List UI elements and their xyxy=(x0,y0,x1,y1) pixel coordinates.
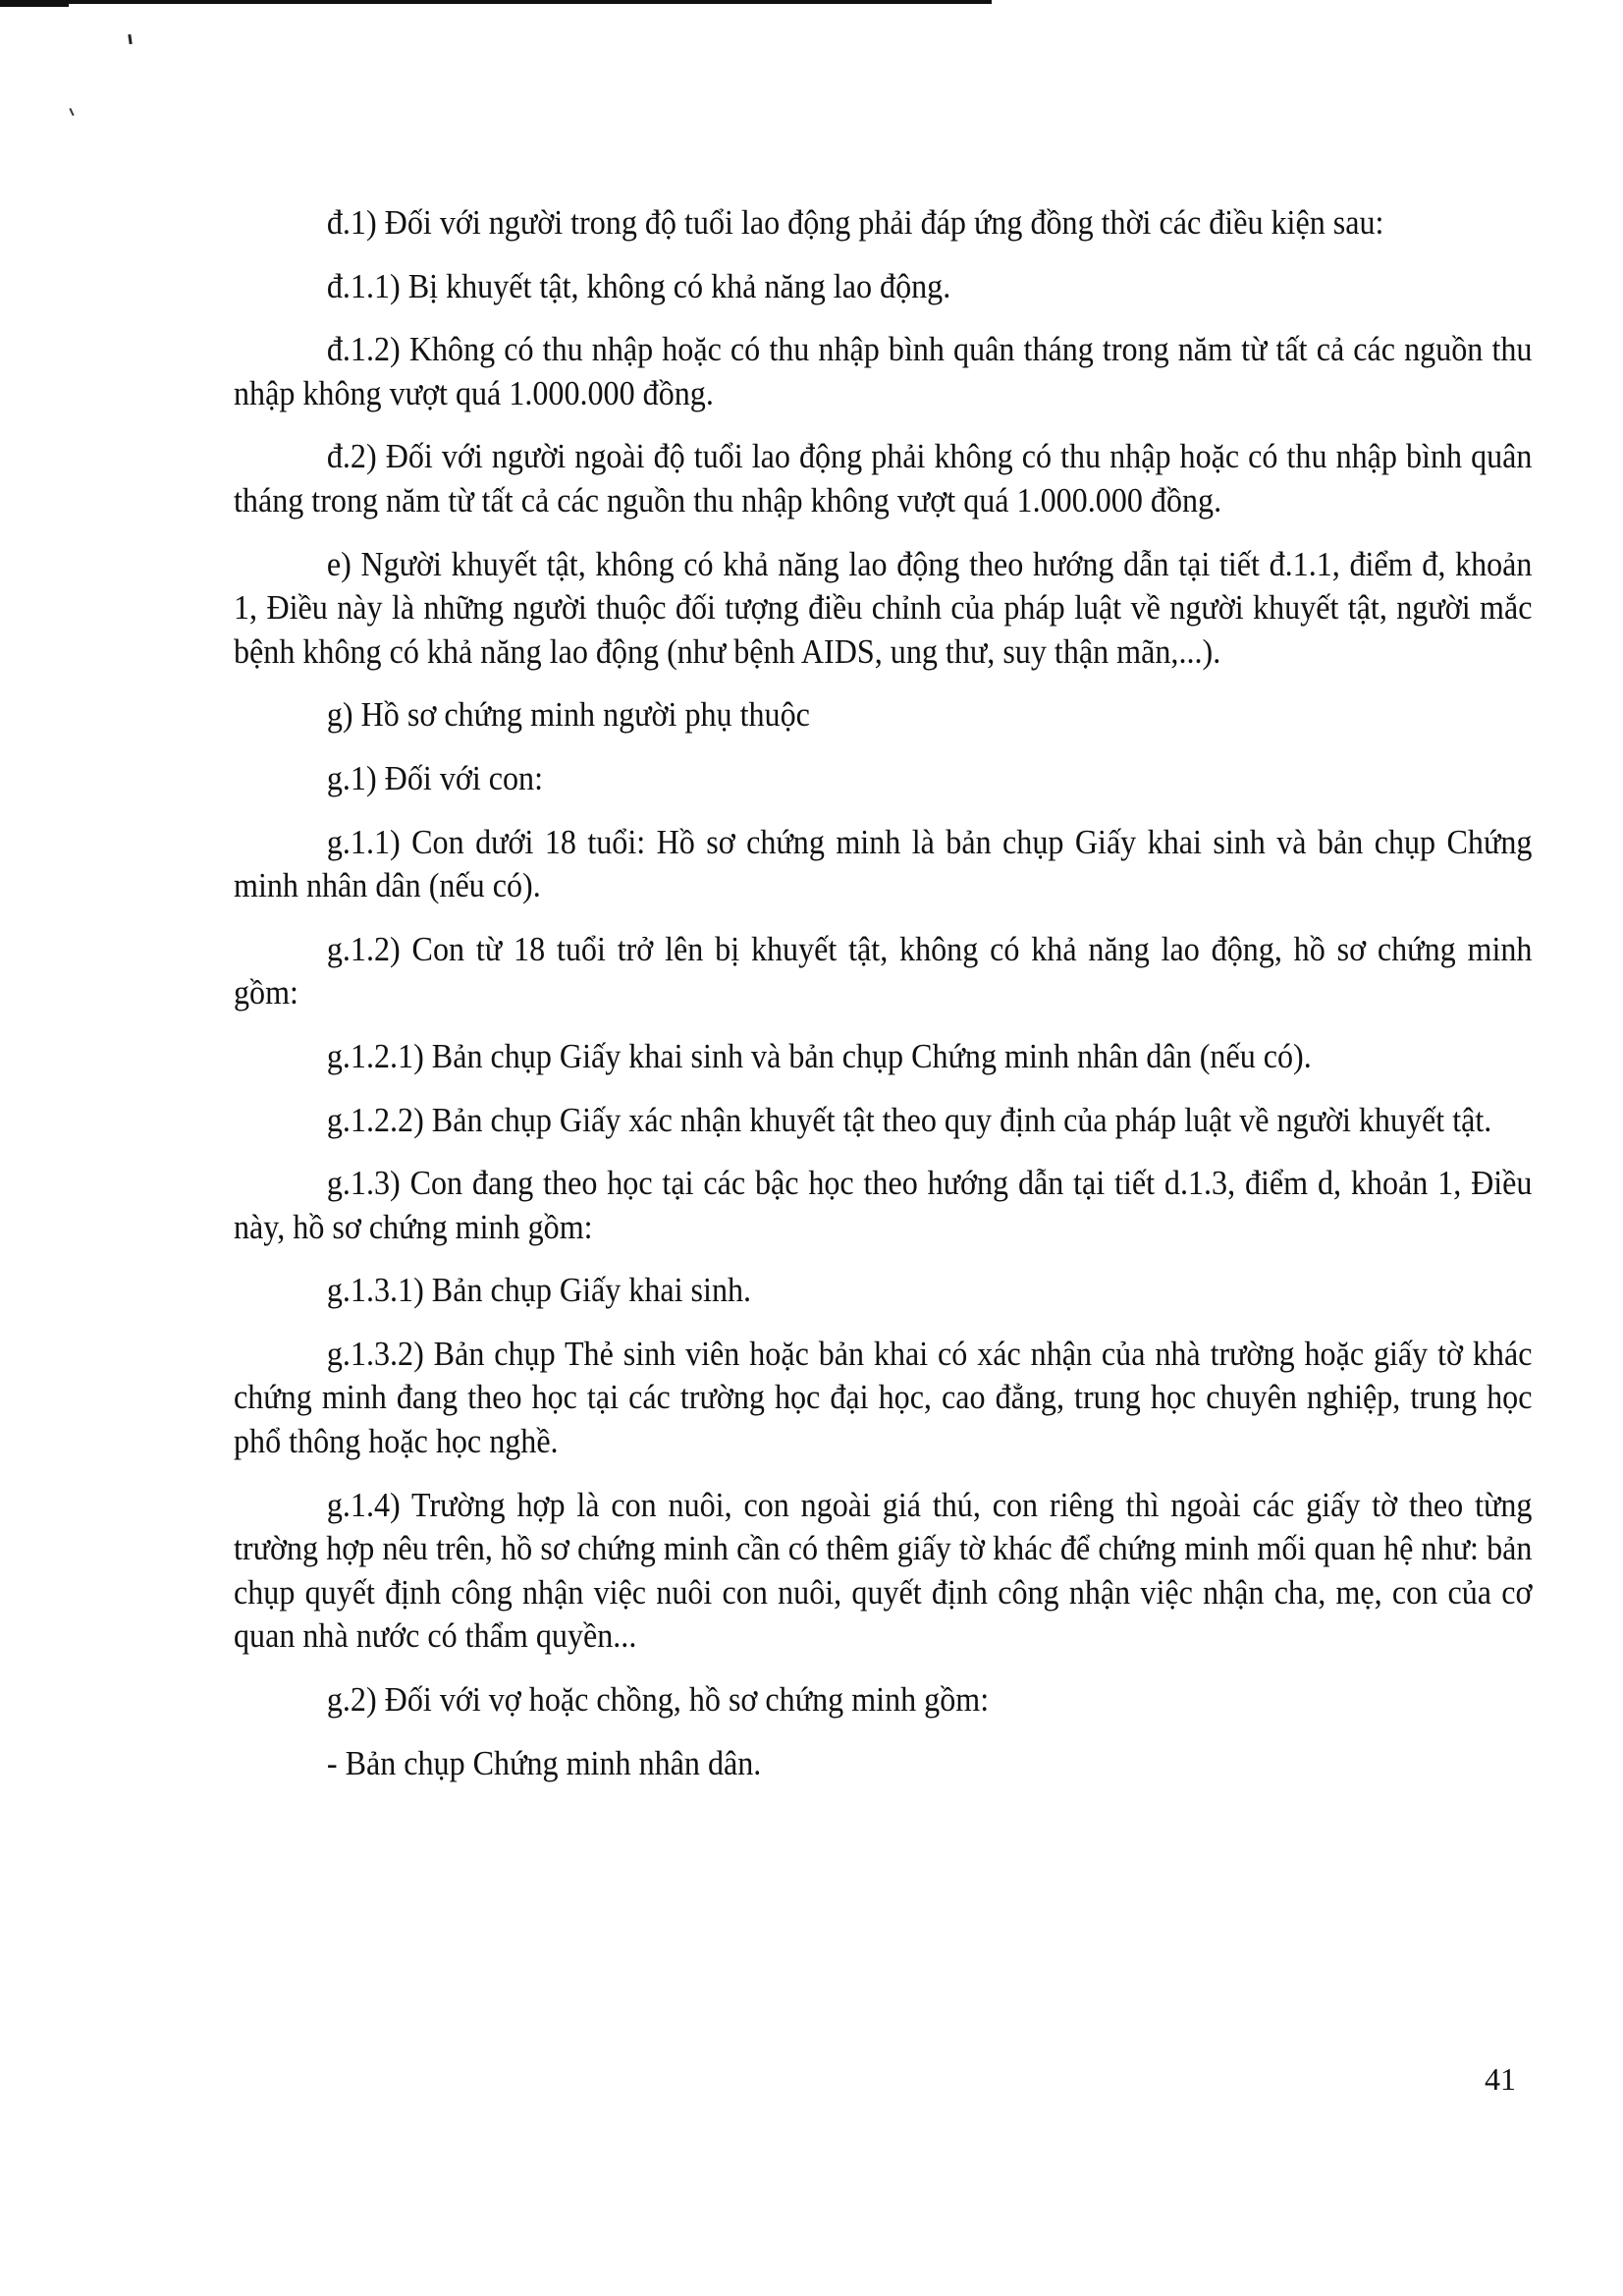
scan-speck xyxy=(69,108,74,116)
paragraph-g1-3: g.1.3) Con đang theo học tại các bậc học theo hướng dẫn tại tiết d.1.3, điểm d, khoản 1, Điều này, hồ sơ chứng minh gồm: xyxy=(234,1165,1533,1246)
paragraph-g: g) Hồ sơ chứng minh người phụ thuộc xyxy=(326,696,810,735)
paragraph-bullet-cmnd: - Bản chụp Chứng minh nhân dân. xyxy=(326,1744,762,1782)
page-number: 41 xyxy=(1485,2061,1516,2097)
scan-speck xyxy=(128,34,132,44)
document-body xyxy=(234,201,1533,1785)
paragraph-e: e) Người khuyết tật, không có khả năng lao động theo hướng dẫn tại tiết đ.1.1, điểm đ, khoản 1, Điều này là những người thuộc đối tượng điều chỉnh của pháp luật về người khuyết tật, người mắc bệnh không có khả năng lao động (như bệnh AIDS, ung thư, suy thận mãn,...). xyxy=(234,545,1533,671)
paragraph-g1-2: g.1.2) Con từ 18 tuổi trở lên bị khuyết tật, không có khả năng lao động, hồ sơ chứng minh gồm: xyxy=(234,930,1533,1012)
paragraph-g1-3-1: g.1.3.1) Bản chụp Giấy khai sinh. xyxy=(326,1272,752,1310)
paragraph-g2: g.2) Đối với vợ hoặc chồng, hồ sơ chứng minh gồm: xyxy=(326,1681,990,1720)
paragraph-d2: đ.2) Đối với người ngoài độ tuổi lao động phải không có thu nhập hoặc có thu nhập bình quân tháng trong năm từ tất cả các nguồn thu nhập không vượt quá 1.000.000 đồng. xyxy=(234,438,1533,519)
paragraph-g1-3-2: g.1.3.2) Bản chụp Thẻ sinh viên hoặc bản khai có xác nhận của nhà trường hoặc giấy tờ khác chứng minh đang theo học tại các trường học đại học, cao đẳng, trung học chuyên nghiệp, trung học phổ thông hoặc học nghề. xyxy=(234,1335,1533,1461)
paragraph-d1-1: đ.1.1) Bị khuyết tật, không có khả năng lao động. xyxy=(326,267,951,305)
paragraph-d1: đ.1) Đối với người trong độ tuổi lao động phải đáp ứng đồng thời các điều kiện sau: xyxy=(326,204,1384,242)
scan-edge-mark xyxy=(0,0,992,4)
paragraph-g1: g.1) Đối với con: xyxy=(326,759,544,797)
paragraph-g1-2-2: g.1.2.2) Bản chụp Giấy xác nhận khuyết tật theo quy định của pháp luật về người khuyết tật. xyxy=(326,1101,1492,1139)
paragraph-d1-2: đ.1.2) Không có thu nhập hoặc có thu nhập bình quân tháng trong năm từ tất cả các nguồn thu nhập không vượt quá 1.000.000 đồng. xyxy=(234,331,1533,412)
paragraph-g1-1: g.1.1) Con dưới 18 tuổi: Hồ sơ chứng minh là bản chụp Giấy khai sinh và bản chụp Chứng minh nhân dân (nếu có). xyxy=(234,823,1533,905)
paragraph-g1-4: g.1.4) Trường hợp là con nuôi, con ngoài giá thú, con riêng thì ngoài các giấy tờ theo từng trường hợp nêu trên, hồ sơ chứng minh cần có thêm giấy tờ khác để chứng minh mối quan hệ như: bản chụp quyết định công nhận việc nuôi con nuôi, quyết định công nhận việc nhận cha, mẹ, con của cơ quan nhà nước có thẩm quyền... xyxy=(234,1486,1533,1656)
paragraph-g1-2-1: g.1.2.1) Bản chụp Giấy khai sinh và bản chụp Chứng minh nhân dân (nếu có). xyxy=(326,1037,1312,1075)
scan-edge-mark xyxy=(0,4,69,7)
